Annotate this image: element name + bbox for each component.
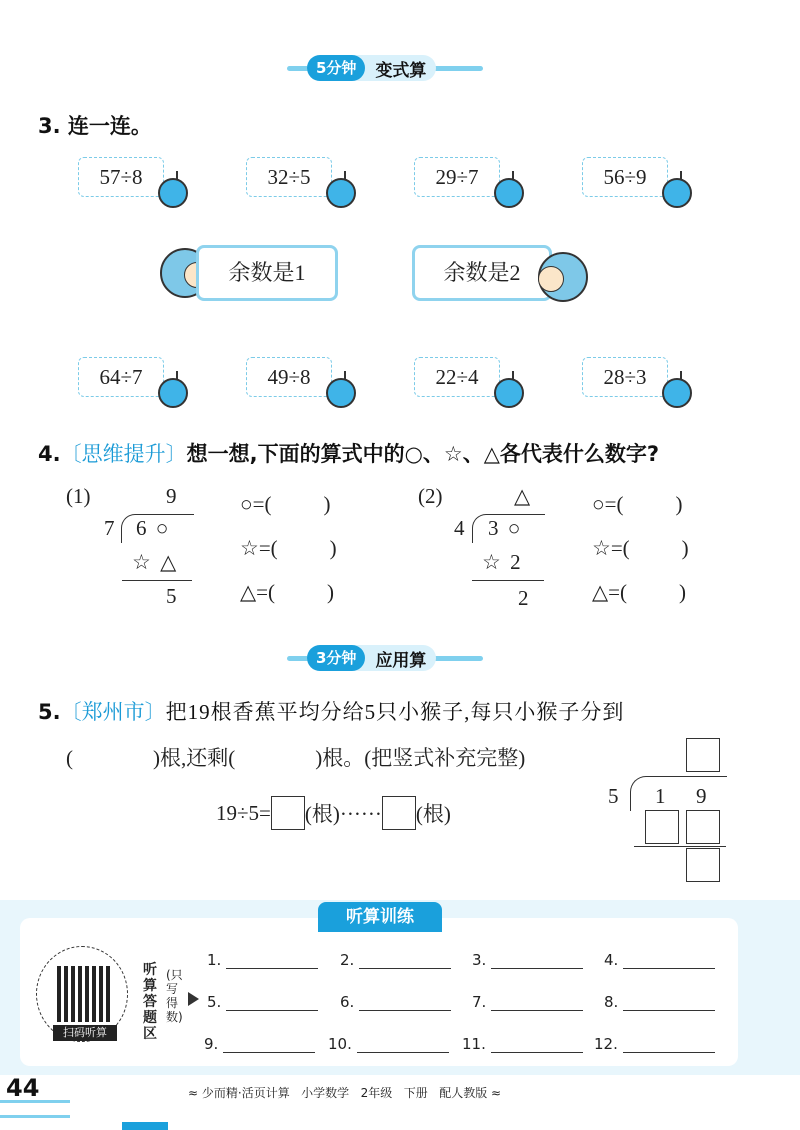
answer-area-sublabel: (只写得数) [166,968,183,1024]
subject: 小学数学 [301,1086,350,1100]
expr-box[interactable]: 56÷9 [582,157,668,197]
listening-title-tab [318,902,442,932]
expr-box[interactable]: 29÷7 [414,157,500,197]
ld-divisor: 4 [454,516,465,540]
eq-mid: (根)······ [304,802,382,826]
question-text: 把19根香蕉平均分给5只小猴子,每只小猴子分到 [165,700,625,724]
answer-box[interactable] [271,796,305,830]
apple-icon [326,178,356,208]
item-number: 8. [604,993,619,1011]
line-text: )根,还剩( [153,746,236,770]
answer-line[interactable] [623,950,715,969]
expr-box[interactable]: 32÷5 [246,157,332,197]
ld-rule [472,580,544,581]
answer-line[interactable] [226,950,318,969]
section-time-badge: 5分钟 [307,55,365,81]
blank-open: ( [66,746,73,770]
ld-product: ☆ △ [132,550,179,574]
question-text: 想一想,下面的算式中的○、☆、△各代表什么数字? [186,442,660,466]
ld-dividend-tens: 1 [655,784,666,808]
question-number: 4. [38,442,61,466]
eq-right: (根) [415,802,451,826]
ld-remainder: 5 [166,584,177,608]
answer-line[interactable] [491,950,583,969]
answer-line[interactable] [623,992,715,1011]
eq-left: 19÷5= [216,800,271,825]
apple-icon [158,178,188,208]
apple-icon [158,378,188,408]
apple-icon [662,378,692,408]
question-tag: 〔思维提升〕 [60,442,187,466]
answer-line[interactable] [491,1034,583,1053]
problem-label: (2) [418,484,443,508]
apple-icon [326,378,356,408]
remainder-box-2[interactable]: 余数是2 [412,245,552,301]
listening-title: 听算训练 [346,907,414,927]
answer-line[interactable] [491,992,583,1011]
item-number: 6. [340,993,355,1011]
footer-text [188,1084,501,1101]
item-number: 9. [204,1035,219,1053]
question-5-title [38,696,624,726]
ld-divisor: 7 [104,516,115,540]
problem-1 [66,484,386,614]
remainder-box-1[interactable]: 余数是1 [196,245,338,301]
answer-star: ☆=( [592,536,630,560]
answer-box[interactable] [382,796,416,830]
answer-line[interactable] [226,992,318,1011]
term: 下册 [403,1086,428,1100]
ld-dividend-ones: 9 [696,784,707,808]
ld-divisor: 5 [608,784,619,808]
expr-box[interactable]: 64÷7 [78,357,164,397]
scan-label: 扫码听算 [53,1025,117,1041]
answer-triangle: △=( [240,580,275,604]
ld-answer-box[interactable] [686,848,720,882]
ld-answer-box[interactable] [686,738,720,772]
answer-close[interactable]: ) [327,580,334,604]
item-number: 1. [207,951,222,969]
item-number: 11. [462,1035,486,1053]
item-number: 5. [207,993,222,1011]
expr-box[interactable]: 28÷3 [582,357,668,397]
item-number: 3. [472,951,487,969]
expr-box[interactable]: 57÷8 [78,157,164,197]
answer-line[interactable] [223,1034,315,1053]
section-title: 变式算 [375,60,427,81]
wave-icon: ≈ [487,1086,502,1100]
answer-line[interactable] [623,1034,715,1053]
ld-bracket [630,776,727,811]
ld-answer-box[interactable] [686,810,720,844]
problem-2 [418,484,578,614]
expr-box[interactable]: 49÷8 [246,357,332,397]
answer-line[interactable] [359,950,451,969]
item-number: 2. [340,951,355,969]
item-number: 10. [328,1035,352,1053]
question-number: 5. [38,700,61,724]
apple-icon [662,178,692,208]
ld-answer-box[interactable] [645,810,679,844]
item-number: 7. [472,993,487,1011]
question-3-title: 3. 连一连。 [38,114,152,138]
answer-close[interactable]: ) [675,492,683,516]
q5-equation [216,796,451,830]
question-tag: 〔郑州市〕 [60,700,166,724]
answer-circle: ○=( [592,492,624,516]
q5-line-2 [66,742,525,772]
page-number: 44 [6,1074,40,1102]
section-title: 应用算 [375,650,427,671]
bottom-decoration [122,1122,168,1130]
answer-close[interactable]: ) [323,492,331,516]
ld-dividend: 3 ○ [488,516,523,540]
expr-box[interactable]: 22÷4 [414,357,500,397]
answer-line[interactable] [359,992,451,1011]
answer-close[interactable]: ) [329,536,337,560]
book-name: 少而精·活页计算 [201,1086,290,1100]
answer-area-label: 听算答题区 [143,962,157,1042]
answer-close[interactable]: ) [681,536,689,560]
answer-triangle: △=( [592,580,627,604]
play-arrow-icon [188,992,199,1006]
answer-star: ☆=( [240,536,278,560]
ld-quotient: △ [514,484,531,508]
wave-icon: ≈ [188,1086,202,1100]
edition: 配人教版 [439,1086,488,1100]
qr-code-icon[interactable] [57,966,113,1022]
apple-icon [494,178,524,208]
question-4-title [38,438,659,468]
hedgehog-icon [538,252,588,302]
section-header-1 [287,55,483,81]
problem-label: (1) [66,484,91,508]
item-number: 4. [604,951,619,969]
ld-rule [634,846,726,847]
ld-product: ☆ 2 [482,550,523,574]
line-text: )根。(把竖式补充完整) [315,746,526,770]
answer-circle: ○=( [240,492,272,516]
section-time-badge: 3分钟 [307,645,365,671]
answer-close[interactable]: ) [679,580,686,604]
answer-line[interactable] [357,1034,449,1053]
section-header-2 [287,645,483,671]
footer-wave [0,1100,70,1118]
ld-rule [122,580,192,581]
grade: 2年级 [360,1086,393,1100]
ld-dividend: 6 ○ [136,516,171,540]
ld-remainder: 2 [518,586,529,610]
item-number: 12. [594,1035,618,1053]
ld-quotient: 9 [166,484,177,508]
apple-icon [494,378,524,408]
